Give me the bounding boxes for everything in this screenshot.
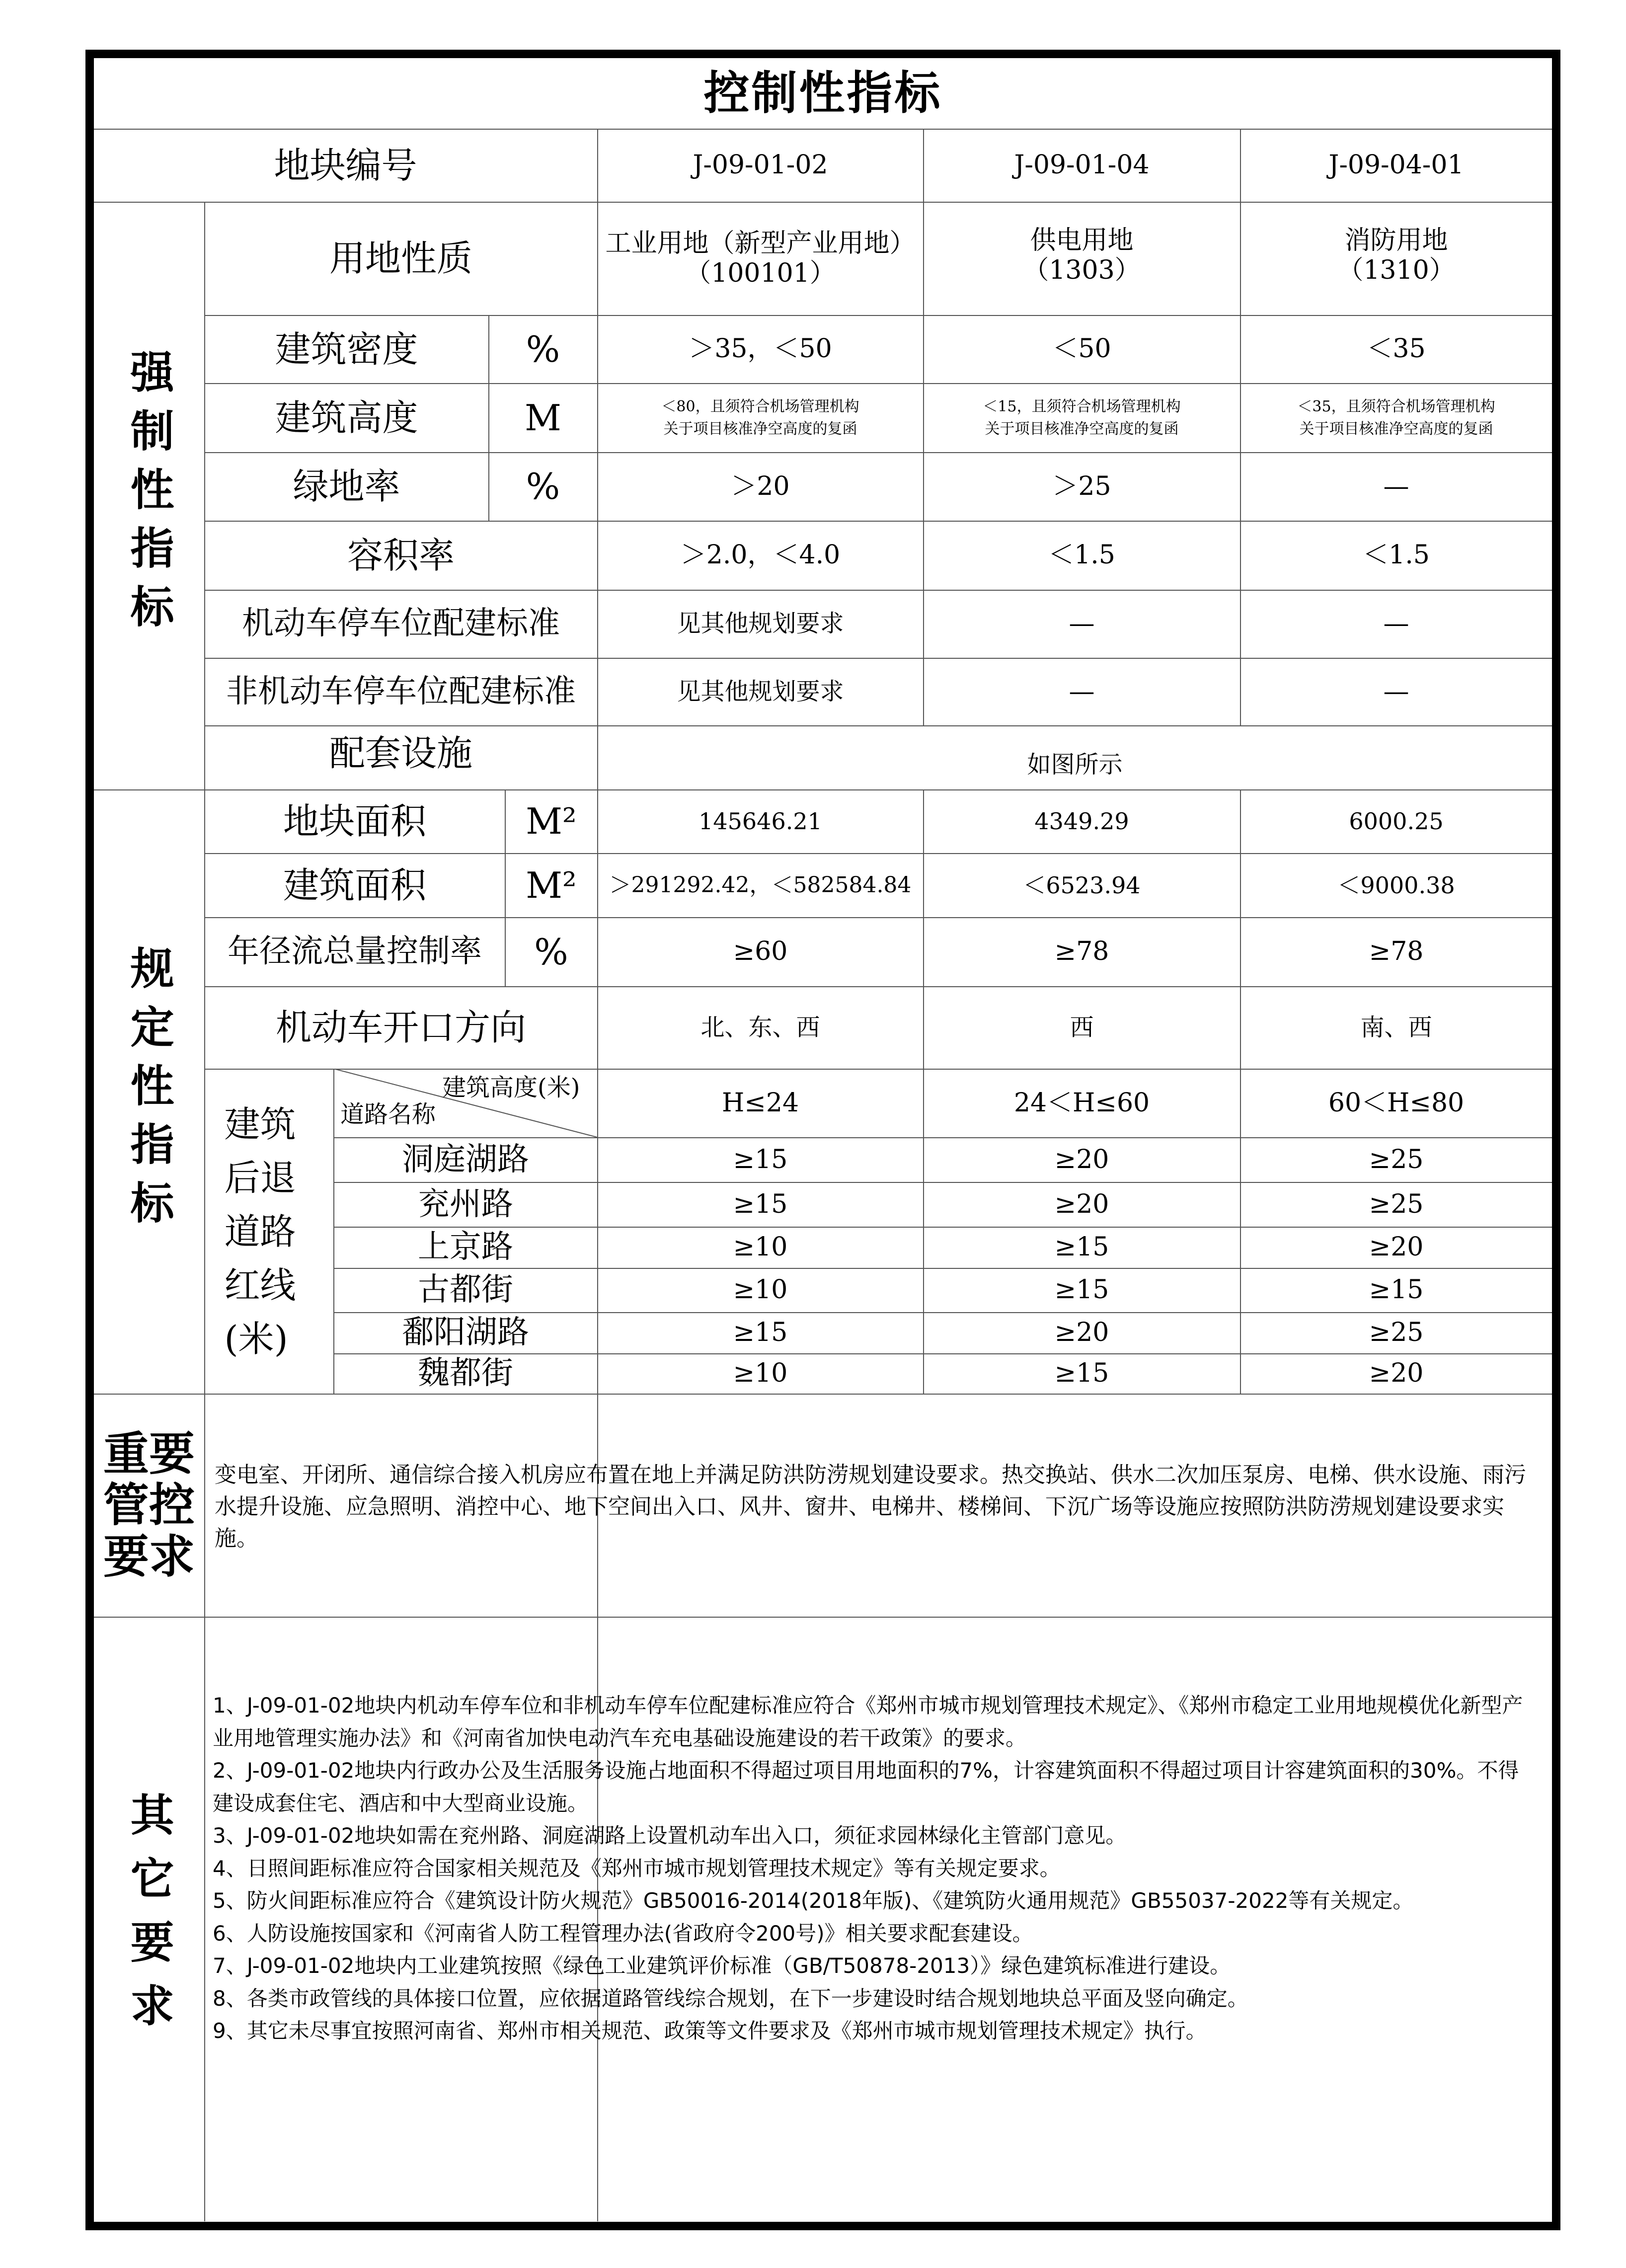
road-name: 洞庭湖路 [402,1141,529,1178]
setback-value: ≥10 [733,1275,788,1305]
land-use-value-3 [1240,202,1552,315]
height-range-1: H≤24 [721,1088,799,1118]
nonmotor-parking-value-2: — [1069,676,1095,706]
land-use-name: 供电用地 [1030,226,1134,255]
land-use-label: 用地性质 [329,237,472,280]
green-ratio-value-2: ＞25 [1052,471,1111,501]
floor-area-label: 建筑面积 [283,864,426,906]
floor-area-unit: M² [526,864,577,906]
runoff-value-1: ≥60 [733,937,788,967]
far-label: 容积率 [347,534,455,576]
road-name: 兖州路 [418,1185,513,1223]
setback-label-cell [205,1069,333,1394]
height-value-2: ＜15，且须符合机场管理机构 关于项目核准净空高度的复函 [983,398,1181,438]
density-value-2: ＜50 [1052,334,1111,364]
height-unit: M [525,396,561,439]
access-direction-value-3: 南、西 [1360,1013,1432,1041]
mandatory-category-label: 强制性指标 [123,349,175,642]
green-ratio-value-1: ＞20 [731,471,790,501]
runoff-value-3: ≥78 [1369,937,1424,967]
land-use-code: （1303） [1023,255,1141,285]
far-value-3: ＜1.5 [1363,540,1430,570]
facilities-label: 配套设施 [329,732,472,774]
land-use-value-1 [598,202,923,315]
density-value-3: ＜35 [1367,334,1426,364]
green-ratio-unit: % [526,466,560,508]
setback-value: ≥15 [733,1144,788,1174]
setback-value: ≥10 [733,1358,788,1389]
plot-area-value-3: 6000.25 [1349,808,1444,835]
setback-label: 建筑后退道路红线(米) [224,1103,296,1360]
land-use-name: 消防用地 [1344,226,1448,255]
density-label: 建筑密度 [275,328,418,370]
setback-value: ≥15 [1054,1275,1109,1305]
setback-header-height: 建筑高度(米) [442,1074,580,1101]
motor-parking-label: 机动车停车位配建标准 [242,605,560,642]
runoff-unit: % [534,931,568,973]
nonmotor-parking-value-1: 见其他规划要求 [677,677,844,705]
block-number-1: J-09-01-02 [693,150,828,180]
other-requirement-item: 4、日照间距标准应符合国家相关规范及《郑州市城市规划管理技术规定》等有关规定要求。 [213,1856,1061,1880]
block-number-3: J-09-04-01 [1328,150,1464,180]
setback-value: ≥20 [1054,1318,1109,1348]
floor-area-value-3: ＜9000.38 [1337,871,1455,899]
row-divider [94,1617,1552,1618]
other-requirements-list [213,1689,1539,2047]
other-requirement-item: 1、J-09-01-02地块内机动车停车位和非机动车停车位配建标准应符合《郑州市城市规划管理技术规定》、《郑州市稳定工业用地规模优化新型产业用地管理实施办法》和《河南省加快电动汽车充电基础设施建设的若干政策》的要求。 [213,1693,1523,1750]
plot-area-label: 地块面积 [283,800,426,843]
land-use-code: （100101） [685,258,836,288]
road-name: 鄱阳湖路 [402,1314,529,1351]
height-value-1: ＜80，且须符合机场管理机构 关于项目核准净空高度的复函 [661,398,859,438]
setback-value: ≥15 [1054,1358,1109,1389]
other-requirement-item: 5、防火间距标准应符合《建筑设计防火规范》GB50016-2014(2018年版)、《建筑防火通用规范》GB55037-2022等有关规定。 [213,1888,1414,1913]
other-requirement-item: 2、J-09-01-02地块内行政办公及生活服务设施占地面积不得超过项目用地面积的7%，计容建筑面积不得超过项目计容建筑面积的30%。不得建设成套住宅、酒店和中大型商业设施。 [213,1758,1519,1815]
key-control-text: 变电室、开闭所、通信综合接入机房应布置在地上并满足防洪防涝规划建设要求。热交换站、供水二次加压泵房、电梯、供水设施、雨污水提升设施、应急照明、消控中心、地下空间出入口、风井、窗井、电梯井、楼梯间、下沉广场等设施应按照防洪防涝规划建设要求实施。 [215,1462,1526,1551]
other-requirement-item: 7、J-09-01-02地块内工业建筑按照《绿色工业建筑评价标准（GB/T50878-2013）》绿色建筑标准进行建设。 [213,1954,1231,1978]
motor-parking-value-2: — [1069,609,1095,639]
green-ratio-value-3: — [1383,471,1409,501]
facilities-value: 如图所示 [1027,750,1123,779]
far-value-2: ＜1.5 [1048,540,1115,570]
density-unit: % [526,328,560,370]
motor-parking-value-3: — [1383,609,1409,639]
setback-value: ≥20 [1369,1232,1424,1262]
runoff-value-2: ≥78 [1054,937,1109,967]
road-name: 上京路 [418,1229,513,1266]
access-direction-value-1: 北、东、西 [700,1013,820,1041]
runoff-label: 年径流总量控制率 [228,933,482,970]
row-divider [94,1394,1552,1395]
regulated-category [94,790,204,1394]
floor-area-value-2: ＜6523.94 [1023,871,1141,899]
road-name: 魏都街 [418,1355,513,1392]
setback-value: ≥15 [733,1189,788,1219]
mandatory-category [94,202,204,789]
plot-area-value-2: 4349.29 [1034,808,1129,835]
access-direction-label: 机动车开口方向 [275,1007,526,1049]
other-label: 其它要求 [123,1792,175,2046]
setback-value: ≥15 [733,1318,788,1348]
land-use-value-2 [924,202,1240,315]
other-requirement-item: 3、J-09-01-02地块如需在兖州路、洞庭湖路上设置机动车出入口，须征求园林绿化主管部门意见。 [213,1823,1127,1848]
other-requirement-item: 8、各类市政管线的具体接口位置，应依据道路管线综合规划，在下一步建设时结合规划地块总平面及竖向确定。 [213,1986,1248,2011]
setback-value: ≥20 [1054,1144,1109,1174]
setback-value: ≥10 [733,1232,788,1262]
setback-value: ≥20 [1369,1358,1424,1389]
key-control-label: 重要管控要求 [103,1427,195,1583]
key-control-category [94,1394,204,1617]
land-use-name: 工业用地（新型产业用地） [605,228,916,258]
motor-parking-value-1: 见其他规划要求 [677,610,844,638]
land-use-code: （1310） [1337,255,1455,285]
regulated-category-label: 规定性指标 [123,945,175,1239]
other-requirement-item: 9、其它未尽事宜按照河南省、郑州市相关规范、政策等文件要求及《郑州市城市规划管理技术规定》执行。 [213,2019,1207,2043]
setback-value: ≥20 [1054,1189,1109,1219]
height-value-3: ＜35，且须符合机场管理机构 关于项目核准净空高度的复函 [1297,398,1495,438]
setback-value: ≥25 [1369,1189,1424,1219]
height-label: 建筑高度 [275,396,418,439]
block-number-label: 地块编号 [274,144,417,186]
other-requirement-item: 6、人防设施按国家和《河南省人防工程管理办法(省政府令200号)》相关要求配套建设。 [213,1921,1033,1946]
page-title: 控制性指标 [703,66,942,120]
height-range-3: 60＜H≤80 [1328,1088,1465,1118]
setback-header-road: 道路名称 [340,1100,436,1128]
nonmotor-parking-label: 非机动车停车位配建标准 [226,673,576,710]
height-range-2: 24＜H≤60 [1013,1088,1150,1118]
access-direction-value-2: 西 [1070,1013,1094,1041]
other-category [94,1617,204,2221]
road-name: 古都街 [418,1271,513,1309]
plot-area-unit: M² [526,800,577,843]
density-value-1: ＞35，＜50 [689,334,832,364]
setback-value: ≥15 [1369,1275,1424,1305]
plot-area-value-1: 145646.21 [698,808,822,835]
nonmotor-parking-value-3: — [1383,676,1409,706]
setback-value: ≥15 [1054,1232,1109,1262]
floor-area-value-1: ＞291292.42，＜582584.84 [609,872,912,898]
setback-value: ≥25 [1369,1144,1424,1174]
setback-value: ≥25 [1369,1318,1424,1348]
green-ratio-label: 绿地率 [293,466,400,508]
far-value-1: ＞2.0，＜4.0 [680,540,841,570]
block-number-2: J-09-01-04 [1014,150,1150,180]
